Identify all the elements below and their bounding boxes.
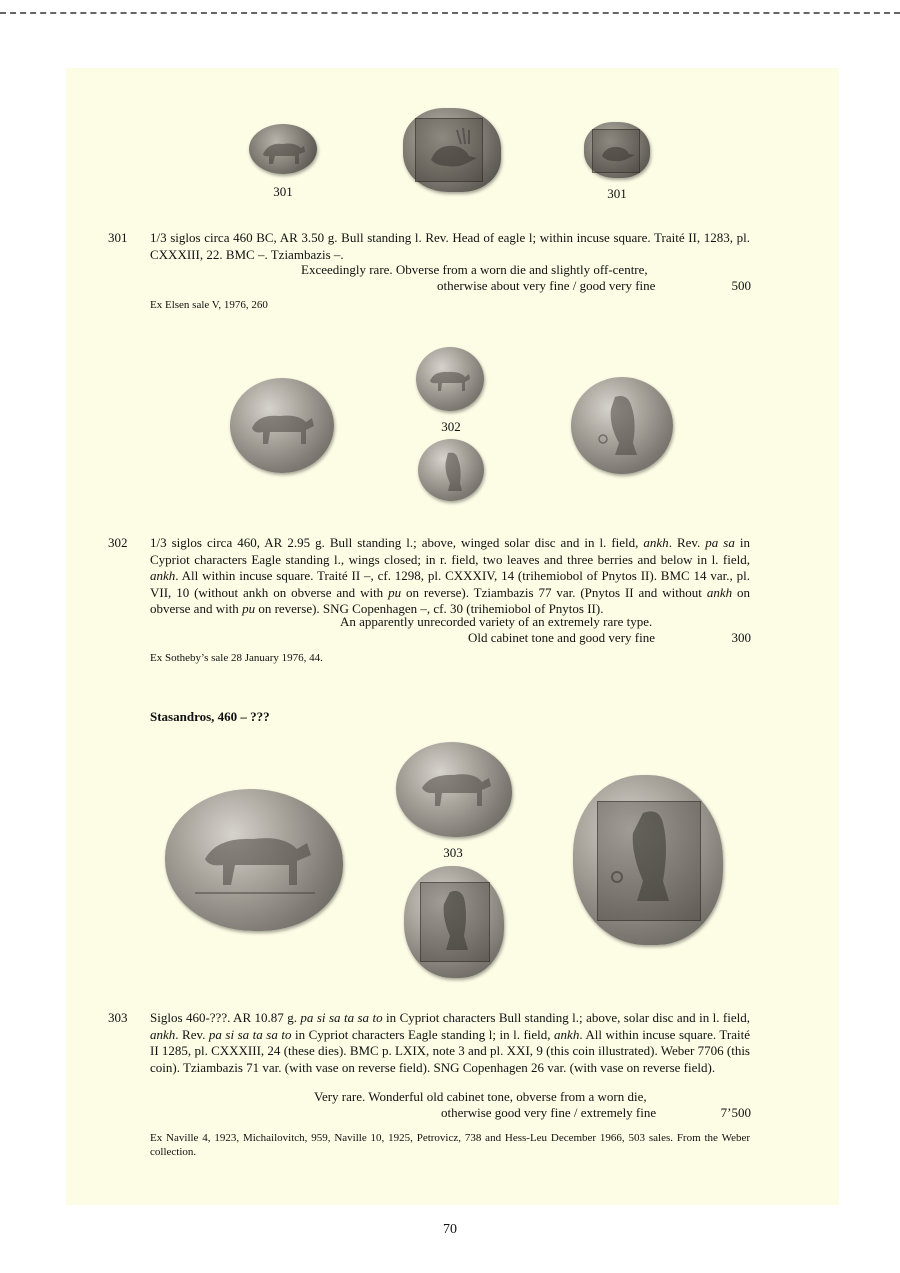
desc-302-italic: ankh xyxy=(706,584,733,600)
coin-301-obverse xyxy=(249,124,317,174)
eagle-head-icon xyxy=(584,122,650,178)
desc-303-part: in Cypriot characters Eagle standing l; in l. field, xyxy=(291,1026,555,1042)
lot-price-303: 7’500 xyxy=(720,1105,751,1120)
lot-condition-302-line2: Old cabinet tone and good very fine xyxy=(468,630,655,645)
desc-303-italic: ankh xyxy=(150,1026,176,1042)
lot-price-301: 500 xyxy=(731,278,751,293)
lot-number-301: 301 xyxy=(108,230,128,245)
eagle-icon xyxy=(404,866,504,978)
coin-301-reverse-small xyxy=(584,122,650,178)
page-number: 70 xyxy=(443,1222,457,1237)
lot-condition-301-line2: otherwise about very fine / good very fine xyxy=(437,278,656,293)
desc-302-part: on reverse). Tziambazis 77 var. (Pnytos II and without xyxy=(401,584,707,600)
lot-provenance-301: Ex Elsen sale V, 1976, 260 xyxy=(150,299,268,311)
coin-label-301-b: 301 xyxy=(607,186,627,201)
bull-icon xyxy=(416,347,484,411)
eagle-icon xyxy=(418,439,484,501)
desc-303-part: in Cypriot characters Bull standing l.; above, solar disc and in l. field, xyxy=(382,1010,750,1025)
desc-302-part: . All within incuse square. Traité II –, cf. 1298, pl. CXXXIV, 14 (trihemiobol of Pnytos II). BMC 14 var., pl. VII, 10 (without ankh on obverse and with xyxy=(150,568,750,600)
lot-provenance-302: Ex Sotheby’s sale 28 January 1976, 44. xyxy=(150,652,323,664)
section-heading-stasandros: Stasandros, 460 – ??? xyxy=(150,709,270,724)
coin-302-reverse-large xyxy=(571,377,673,474)
eagle-head-icon xyxy=(403,108,501,192)
lot-provenance-303: Ex Naville 4, 1923, Michailovitch, 959, Naville 10, 1925, Petrovicz, 738 and Hess-Leu December 1966, 503 sales. From the Weber collection. xyxy=(150,1132,750,1158)
desc-302-italic: ankh xyxy=(643,535,669,550)
desc-303-part: . Rev. xyxy=(175,1026,209,1042)
coin-302-reverse-small xyxy=(418,439,484,501)
coin-303-obverse-large xyxy=(165,789,343,931)
coin-label-302: 302 xyxy=(441,419,461,434)
desc-302-part: 1/3 siglos circa 460, AR 2.95 g. Bull standing l.; above, winged solar disc and in l. field, xyxy=(150,535,644,550)
coin-302-obverse-large xyxy=(230,378,334,473)
desc-302-part: in Cypriot characters Eagle standing l., wings closed; in r. field, two leaves and three berries and below in l. field, xyxy=(150,535,750,567)
lot-price-302: 300 xyxy=(731,630,751,645)
bull-icon xyxy=(165,789,343,931)
coin-301-reverse-large xyxy=(403,108,501,192)
coin-302-obverse-small xyxy=(416,347,484,411)
coin-label-303: 303 xyxy=(443,845,463,860)
desc-302-italic: pu xyxy=(242,601,256,616)
coin-303-reverse-small xyxy=(404,866,504,978)
desc-302-part: on reverse). SNG Copenhagen –, cf. 30 (trihemiobol of Pnytos II). xyxy=(255,601,604,616)
desc-302-italic: ankh xyxy=(150,568,176,583)
coin-label-301-a: 301 xyxy=(273,184,293,199)
eagle-icon xyxy=(571,377,673,474)
desc-303-italic: pa si sa ta sa to xyxy=(300,1010,383,1025)
bull-icon xyxy=(396,742,512,837)
eagle-icon xyxy=(573,775,723,945)
bull-icon xyxy=(249,124,317,174)
coin-303-obverse-small xyxy=(396,742,512,837)
bull-icon xyxy=(230,378,334,473)
lot-condition-302-line1: An apparently unrecorded variety of an extremely rare type. xyxy=(340,614,653,629)
top-dashed-border xyxy=(0,12,900,14)
desc-303-italic: pa si sa ta sa to xyxy=(208,1026,292,1042)
lot-condition-301-line1: Exceedingly rare. Obverse from a worn die and slightly off-centre, xyxy=(301,262,648,277)
desc-303-part: Siglos 460-???. AR 10.87 g. xyxy=(150,1010,301,1025)
desc-302-part: on obverse and with xyxy=(150,584,750,616)
desc-303-italic: ankh xyxy=(554,1026,580,1042)
lot-condition-303-line2: otherwise good very fine / extremely fine xyxy=(441,1105,657,1120)
lot-number-303: 303 xyxy=(108,1010,128,1025)
desc-302-italic: pu xyxy=(388,584,402,600)
desc-303-part: . All within incuse square. Traité II 1285, pl. CXXXIII, 24 (these dies). BMC p. LXIX, note 3 and pl. XXI, 9 (this coin illustrated). Weber 7706 (this coin). Tziambazis 71 var. (with vase on reverse field). SNG Copenhagen 26 var. (with vase on reverse field). xyxy=(150,1026,750,1075)
lot-condition-303-line1: Very rare. Wonderful old cabinet tone, obverse from a worn die, xyxy=(314,1089,647,1104)
coin-303-reverse-large xyxy=(573,775,723,945)
lot-description-303 xyxy=(150,1010,750,1076)
lot-number-302: 302 xyxy=(108,535,128,550)
desc-302-italic: pa sa xyxy=(705,535,735,550)
lot-description-301: 1/3 siglos circa 460 BC, AR 3.50 g. Bull standing l. Rev. Head of eagle l; within incuse square. Traité II, 1283, pl. CXXXIII, 22. BMC –. Tziambazis –. xyxy=(150,230,750,262)
desc-302-part: . Rev. xyxy=(668,535,706,550)
lot-description-302 xyxy=(150,535,750,618)
